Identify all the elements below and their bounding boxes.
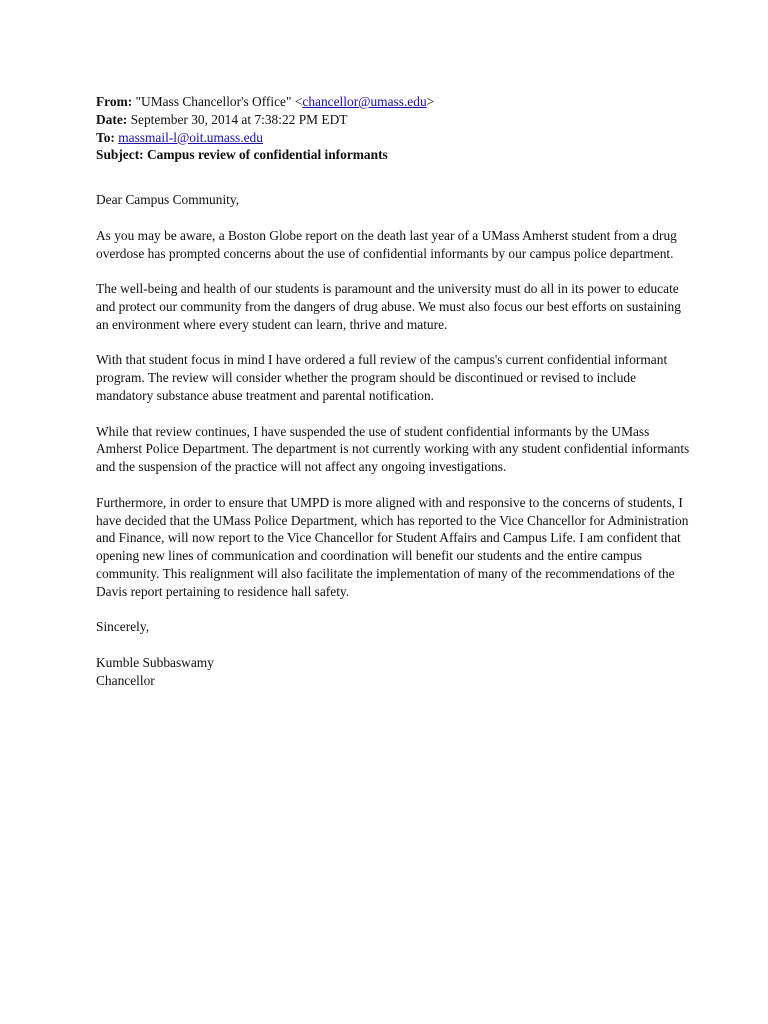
signature-name: Kumble Subbaswamy: [96, 654, 214, 670]
salutation: Dear Campus Community,: [96, 192, 240, 208]
signature-block: [96, 654, 696, 690]
subject-value: Campus review of confidential informants: [146, 147, 388, 163]
from-line: [96, 93, 696, 111]
body-paragraph: Furthermore, in order to ensure that UMPD is more aligned with and responsive to the concerns of students, I have decided that the UMass Police Department, which has reported to the Vice Chancellor for Administration and Finance, will now report to the Vice Chancellor for Student Affairs and Campus Life. I am confident that opening new lines of communication and coordination will benefit our students and the entire campus community. This realignment will also facilitate the implementation of many of the recommendations of the Davis report pertaining to residence hall safety.: [96, 494, 689, 599]
from-lt: <: [294, 94, 303, 109]
email-header: [96, 93, 696, 164]
body-paragraph: With that student focus in mind I have ordered a full review of the campus's current confidential informant program. The review will consider whether the program should be discontinued or revised to include mandatory substance abuse treatment and parental notification.: [96, 352, 668, 403]
from-gt: >: [426, 94, 435, 109]
from-email-link[interactable]: chancellor@umass.edu: [302, 94, 427, 109]
from-name: "UMass Chancellor's Office": [135, 94, 292, 109]
signature-title: Chancellor: [96, 672, 155, 688]
date-label: Date:: [96, 111, 128, 127]
body-paragraph: While that review continues, I have suspended the use of student confidential informants by the UMass Amherst Police Department. The department is not currently working with any student confidential informants and the suspension of the practice will not affect any ongoing investigations.: [96, 423, 690, 475]
from-label: From:: [96, 94, 133, 109]
date-line: [96, 111, 696, 129]
to-label: To:: [96, 129, 115, 145]
body-paragraph: The well-being and health of our students is paramount and the university must do all in its power to educate and protect our community from the dangers of drug abuse. We must also focus our best efforts on sustaining an environment where every student can learn, thrive and mature.: [96, 281, 681, 332]
email-document: [96, 93, 696, 690]
to-line: [96, 129, 696, 147]
body-paragraph: As you may be aware, a Boston Globe report on the death last year of a UMass Amherst student from a drug overdose has prompted concerns about the use of confidential informants by our campus police department.: [96, 227, 677, 261]
to-email-link[interactable]: massmail-l@oit.umass.edu: [118, 129, 263, 145]
subject-line: [96, 146, 696, 164]
subject-label: Subject:: [96, 147, 144, 163]
closing: Sincerely,: [96, 619, 150, 635]
date-value: September 30, 2014 at 7:38:22 PM EDT: [130, 111, 348, 127]
